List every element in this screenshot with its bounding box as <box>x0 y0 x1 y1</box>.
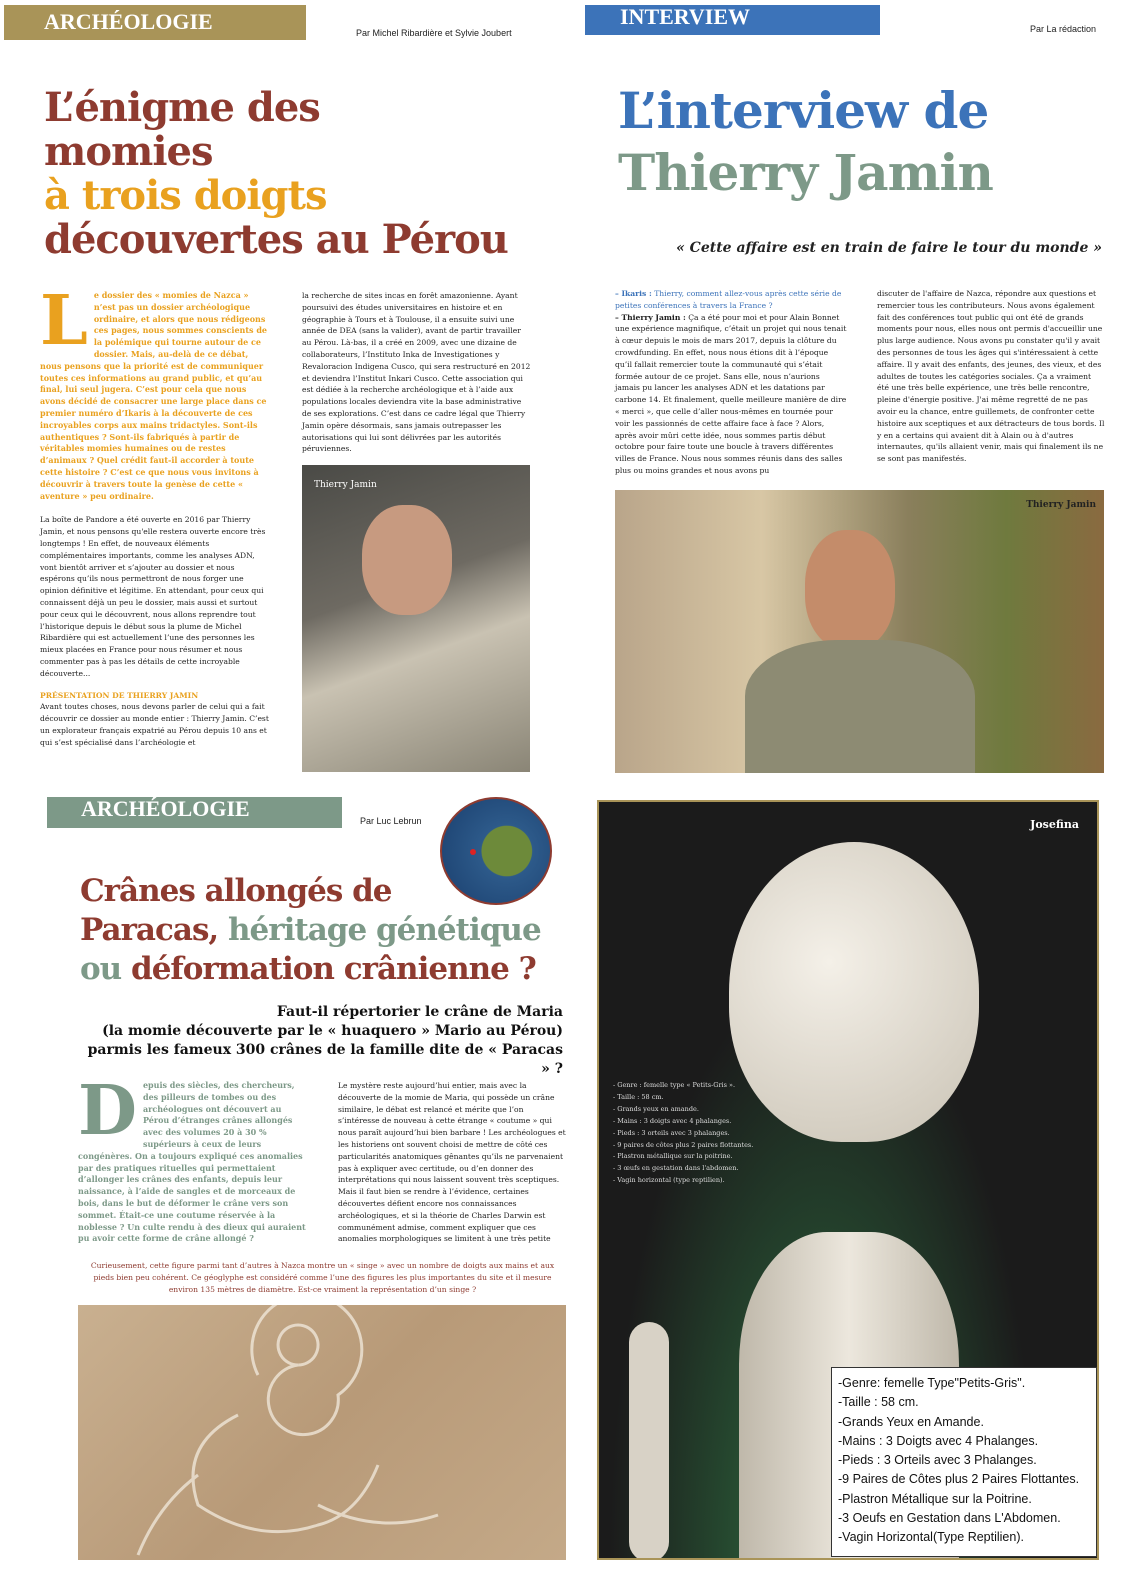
body-paragraph: Avant toutes choses, nous devons parler de celui qui a fait découvrir ce dossier au monde entier : Thierry Jamin. C’est un explorateur français expatrié au Pérou depuis 10 ans et qui s’est spécialisé dans l’archéologie et <box>40 702 269 747</box>
speaker-jamin: – Thierry Jamin : <box>615 312 686 322</box>
photo-caption: Thierry Jamin <box>1026 500 1096 510</box>
title-line: L’interview de <box>618 81 989 140</box>
location-marker <box>470 849 476 855</box>
title-line: à trois doigts <box>44 172 327 219</box>
article-title <box>618 80 993 204</box>
pull-quote: « Cette affaire est en train de faire le tour du monde » <box>676 240 1102 256</box>
geoglyph-lines <box>78 1305 566 1560</box>
head-shape <box>729 842 979 1142</box>
section-banner-interview: INTERVIEW <box>585 5 880 35</box>
photo-caption: Josefina <box>1030 818 1079 831</box>
specs-list-small: - Genre : femelle type « Petits-Gris ». - Taille : 58 cm. - Grands yeux en amande. - Mains : 3 doigts avec 4 phalanges. - Pieds : 3 orteils avec 3 phalanges. - 9 paires de côtes plus 2 paires flottantes. - Plastron métallique sur la poitrine. - 3 œufs en gestation dans l'abdomen. - Vagin horizontal (type reptilien). <box>613 1081 754 1185</box>
lead-text: e dossier des « momies de Nazca » n’est pas un dossier archéologique ordinaire, et alors que nous rédigeons ces pages, nous sommes conscients de la polémique qui tourne autour de ce dossier. Mais, au-delà de ce débat, nous pensons que la priorité est de communiquer toutes ces informations au grand public, et qu’au final, lui seul jugera. C’est pour cela que nous avons décidé de consacrer une large place dans ce premier numéro d’Ikaris à la découverte de ces incroyables corps aux mains tridactyles. Sont-ils authentiques ? Sont-ils fabriqués à partir de véritables momies humaines ou de restes d’animaux ? Quel crédit faut-il accorder à toute cette histoire ? C’est ce que nous vous invitons à découvrir à travers toute la genèse de cette « aventure » peu ordinaire. <box>40 290 268 501</box>
face-shape <box>362 505 452 615</box>
arm-shape <box>629 1322 669 1560</box>
title-line: Paracas, héritage génétique <box>80 912 541 948</box>
body-paragraph: discuter de l'affaire de Nazca, répondre aux questions et remercier tous les contributeurs. Nous avons également fait des conférences tout public qui ont été de grands moments pour nous, elles nous ont permis d'accueillir une plus large audience. Nous avons pu constater qu'il y avait des personnes de tous les âges qui s'intéressaient à cette affaire. Il y avait des enfants, des jeunes, des vieux, et des adultes de toutes les catégories sociales. Ça a vraiment été une très belle expérience, une très belle rencontre, pleine d'énergie positive. J'ai même regretté de ne pas avoir eu la chance, entre guillemets, de confronter cette histoire aux sceptiques et aux détracteurs de tous bords. Il y en a certains qui avaient dit à Alain ou à d'autres internautes, qu'ils allaient venir, mais qui finalement ils ne se sont pas manifestés. <box>877 289 1105 464</box>
column-1 <box>615 288 847 477</box>
column-1 <box>78 1071 306 1245</box>
photo-thierry-jamin <box>302 465 530 772</box>
body-paragraph: Le mystère reste aujourd’hui entier, mais avec la découverte de la momie de Maria, qui possède un crâne similaire, le débat est relancé et mérite que l’on s’intéresse de nouveau à cette étrange « coutume » qui nous paraît aujourd’hui bien barbare ! Les archéologues et les historiens ont souvent choisi de mettre de côté ces particularités anatomiques gênantes qu’ils ne parvenaient pas à expliquer avec certitude, ou d’en donner des interprétations qui nous laissent souvent très sceptiques. Mais il faut bien se rendre à l’évidence, certaines découvertes défient encore nos connaissances archéologiques, et si la théorie de Charles Darwin est communément admise, comment expliquer que ces anomalies morphologiques se limitent à une très petite <box>338 1081 566 1244</box>
title-line: L’énigme des <box>44 84 320 131</box>
answer: Ça a été pour moi et pour Alain Bonnet une expérience magnifique, c’était un projet qui nous tenait à cœur depuis le mois de mars 2017, depuis la clôture du crowdfunding. En effet, nous nous étions dit à l’époque qu’il fallait remercier toute la communauté qui s’était formée autour de ce projet. Sans elle, nous n’aurions jamais pu lancer les analyses ADN et les datations par carbone 14. Et finalement, quelle meilleure manière de dire « merci », que celle d’aller nous-mêmes en tournée pour voir les passionnés de cette affaire face à face ? Alors, après avoir mûri cette idée, nous sommes partis début octobre pour faire toute une boucle à travers différentes villes de France. Nous nous sommes réunis dans des salles plus ou moins grandes et nous avons pu <box>615 312 847 475</box>
column-2 <box>338 1080 566 1245</box>
subheading: PRÉSENTATION DE THIERRY JAMIN <box>40 690 199 700</box>
jacket-shape <box>745 640 975 773</box>
specs-box: -Genre: femelle Type"Petits-Gris". -Taille : 58 cm. -Grands Yeux en Amande. -Mains : 3 Doigts avec 4 Phalanges. -Pieds : 3 Orteils avec 3 Phalanges. -9 Paires de Côtes plus 2 Paires Flottantes. -Plastron Métallique sur la Poitrine. -3 Oeufs en Gestation dans L'Abdomen. -Vagin Horizontal(Type Reptilien). <box>831 1367 1097 1557</box>
section-banner-archeologie: ARCHÉOLOGIE <box>4 5 306 40</box>
column-1 <box>40 281 270 748</box>
photo-caption: Thierry Jamin <box>314 480 377 490</box>
title-line: Crânes allongés de <box>80 873 392 909</box>
lead-paragraph <box>40 281 270 502</box>
title-line: ou déformation crânienne ? <box>80 951 536 987</box>
column-2 <box>302 290 532 455</box>
byline: Par La rédaction <box>1030 24 1097 34</box>
body-paragraph: La boîte de Pandore a été ouverte en 2016 par Thierry Jamin, et nous pensons qu'elle restera ouverte encore très longtemps ! En effet, de nouveaux éléments complémentaires importants, comme les analyses ADN, vont bientôt arriver et s’ajouter au dossier et nous espérons qu’ils nous permettront de nous forger une opinion définitive et légitime. En attendant, pour ceux qui connaissent déjà un peu le dossier, mais aussi et surtout pour ceux qui le découvrent, nous allons reprendre tout l’historique depuis le début sous la plume de Michel Ribardière qui est actuellement l’une des personnes les mieux placées en France pour nous résumer et nous commenter pas à pas les détails de cette incroyable découverte... <box>40 515 266 678</box>
drop-cap: L <box>40 281 88 361</box>
body-paragraph: la recherche de sites incas en forêt amazonienne. Ayant poursuivi des études universitaires en histoire et en géographie à Tours et à Toulouse, il a ensuite suivi une année de DEA (sans la valider), avant de partir travailler au Pérou. Là-bas, il a créé en 2009, avec une dizaine de collaborateurs, l’Instituto Inka de Investigationes y Revaloracion Indigena Cusco, qui sera restructuré en 2012 et deviendra l’Institut Inkari Cusco. Cette association qui est dédiée à la recherche archéologique et à l’aide aux populations locales deviendra vite la base administrative de ses explorations. C’est dans ce cadre légal que Thierry Jamin opère désormais, sans jamais outrepasser les autorisations qui lui sont délivrées par les autorités péruviennes. <box>302 291 531 454</box>
column-2 <box>877 288 1105 465</box>
image-caption: Curieusement, cette figure parmi tant d’autres à Nazca montre un « singe » avec un nombre de doigts aux mains et aux pieds bien peu cohérent. Ce géoglyphe est considéré comme l’une des figures les plus importantes du site et il mesure environ 135 mètres de diamètre. Est-ce vraiment la représentation d’un singe ? <box>90 1261 555 1294</box>
face-shape <box>805 530 895 650</box>
article-title <box>80 872 541 989</box>
drop-cap: D <box>78 1071 137 1151</box>
photo-nazca-monkey-geoglyph <box>78 1305 566 1560</box>
title-line: momies <box>44 128 213 175</box>
photo-thierry-jamin-interview <box>615 490 1104 773</box>
lead-paragraph: Depuis des siècles, des chercheurs, des pilleurs de tombes ou des archéologues ont découvert au Pérou d’étranges crânes allongés avec des volumes 20 à 30 % supérieurs à ceux de leurs congénères. On a toujours expliqué ces anomalies par des pratiques rituelles qui permettaient d’allonger les crânes des enfants, depuis leur naissance, à l’aide de sangles et de morceaux de bois, dans le but de déformer le crâne vers son sommet. Était-ce une coutume réservée à la noblesse ? Un culte rendu à des dieux qui auraient pu avoir cette forme de crâne allongé ? <box>78 1071 306 1244</box>
title-line: Thierry Jamin <box>618 143 993 202</box>
article-title <box>44 86 508 262</box>
question: Thierry, comment allez-vous après cette série de petites conférences à travers la France ? <box>615 289 842 310</box>
byline: Par Luc Lebrun <box>360 816 422 826</box>
subtitle: Faut-il répertorier le crâne de Maria (la momie découverte par le « huaquero » Mario au Pérou) parmis les fameux 300 crânes de la famille dite de « Paracas » ? <box>87 1004 563 1077</box>
speaker-ikaris: – Ikaris : <box>615 289 652 298</box>
title-line: découvertes au Pérou <box>44 216 508 263</box>
byline: Par Michel Ribardière et Sylvie Joubert <box>356 28 512 38</box>
section-banner-archeologie: ARCHÉOLOGIE <box>47 797 342 828</box>
